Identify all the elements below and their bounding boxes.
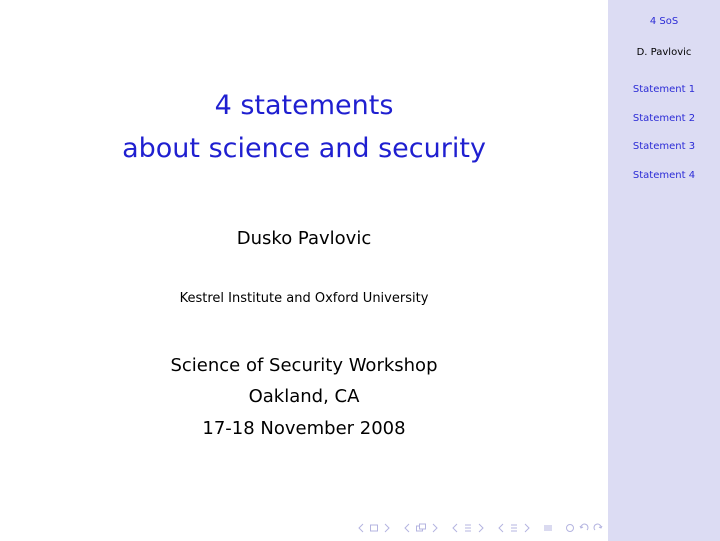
sidebar-item-statement-3[interactable]: Statement 3: [632, 141, 696, 152]
section-icon[interactable]: [461, 522, 475, 534]
beamer-navigation-bar: [355, 521, 605, 535]
sidebar-item-statement-4[interactable]: Statement 4: [632, 170, 696, 181]
sidebar-item-statement-2[interactable]: Statement 2: [632, 113, 696, 124]
institute: Kestrel Institute and Oxford University: [179, 291, 429, 306]
redo-icon[interactable]: [591, 522, 605, 534]
slide-title-line-1: 4 statements: [214, 90, 394, 121]
search-icon[interactable]: [563, 522, 577, 534]
event-date: 17-18 November 2008: [202, 418, 406, 439]
frame-icon[interactable]: [367, 522, 381, 534]
sidebar-item-statement-1[interactable]: Statement 1: [632, 84, 696, 95]
prev-section-icon[interactable]: [449, 522, 461, 534]
sidebar: [608, 0, 720, 541]
align-icon[interactable]: [541, 522, 555, 534]
sidebar-author: D. Pavlovic: [636, 47, 692, 58]
prev-frame-icon[interactable]: [355, 522, 367, 534]
next-slide-icon[interactable]: [521, 522, 533, 534]
prev-subsection-icon[interactable]: [401, 522, 413, 534]
slide-icon[interactable]: [507, 522, 521, 534]
undo-icon[interactable]: [577, 522, 591, 534]
subsection-icon[interactable]: [413, 522, 429, 534]
next-subsection-icon[interactable]: [429, 522, 441, 534]
prev-slide-icon[interactable]: [495, 522, 507, 534]
next-frame-icon[interactable]: [381, 522, 393, 534]
event-location: Oakland, CA: [248, 386, 360, 407]
slide-title-line-2: about science and security: [122, 133, 486, 164]
sidebar-short-title[interactable]: 4 SoS: [649, 16, 679, 27]
author-name: Dusko Pavlovic: [236, 228, 372, 249]
next-section-icon[interactable]: [475, 522, 487, 534]
event-name: Science of Security Workshop: [170, 355, 438, 376]
